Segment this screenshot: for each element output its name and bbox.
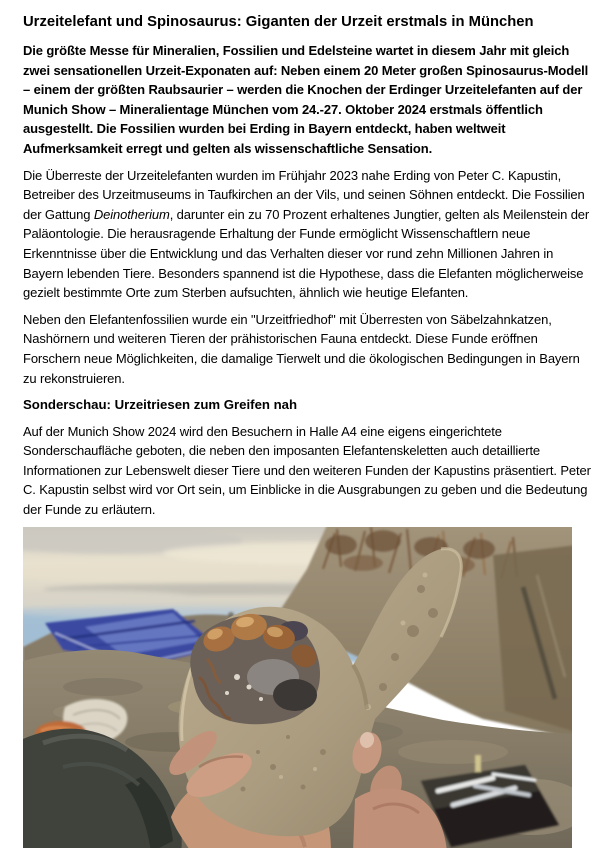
discovery-text-after: , darunter ein zu 70 Prozent erhaltenes Jungtier, gelten als Meilenstein der Paläontologie. Die herausragende Erhaltung der Funde ermöglicht Wissenschaftlern neue Erkenntnisse über die Entwicklung und das Verhalten dieser vor rund zehn Millionen Jahren in Bayern lebenden Tiere. Besonders spannend ist die Hypothese, dass die Elefanten möglicherweise gezielt bestimmte Orte zum Sterben aufsuchten, ähnlich wie heutige Elefanten. [23,206,590,301]
section-subheading: Sonderschau: Urzeitriesen zum Greifen nah [23,397,298,413]
fossil-hand-photo-graphic [23,527,572,848]
excavation-wall [493,545,572,732]
discovery-text-before: Die Überreste der Urzeitelefanten wurden im Frühjahr 2023 nahe Erding von Peter C. Kapustin, Betreiber des Urzeitmuseums in Taufkirchen an der Vils, und seinen Söhnen entdeckt. Die Fossilien der Gattung [23,167,585,222]
article-title: Urzeitelefant und Spinosaurus: Giganten der Urzeit erstmals in München [23,14,534,30]
show-paragraph: Auf der Munich Show 2024 wird den Besuchern in Halle A4 eine eigens eingerichtete Sonderschaufläche geboten, die neben den imposanten Elefantenskeletten auch detaillierte Informationen zur Lebenswelt dieser Tiere und den weiteren Funden der Kapustins präsentiert. Peter C. Kapustin selbst wird vor Ort sein, um Einblicke in die Ausgrabungen zu geben und die Bedeutung der Funde zu erläutern. [23,423,591,518]
fossil-tooth [190,611,320,724]
discovery-paragraph [23,166,592,303]
genus-name-italic: Deinotherium [93,206,170,222]
graveyard-paragraph: Neben den Elefantenfossilien wurde ein "Urzeitfriedhof" mit Überresten von Säbelzahnkatzen, Nashörnern und weiteren Tieren der prähistorischen Fauna entdeckt. Diese Funde eröffnen Forschern neue Möglichkeiten, die damalige Tierwelt und die ökologischen Bedingungen in Bayern zu rekonstruieren. [23,311,580,386]
lead-paragraph: Die größte Messe für Mineralien, Fossilien und Edelsteine wartet in diesem Jahr mit gleich zwei sensationellen Urzeit-Exponaten auf: Neben einem 20 Meter großen Spinosaurus-Modell – einem der größten Raubsaurier – werden die Knochen der Erdinger Urzeitelefanten auf der Munich Show – Mineralientage München vom 24.-27. Oktober 2024 erstmals öffentlich ausgestellt. Die Fossilien wurden bei Erding in Bayern entdeckt, haben weltweit Aufmerksamkeit erregt und gelten als wissenschaftliche Sensation. [23,43,589,156]
fossil-excavation-photo [23,527,572,848]
